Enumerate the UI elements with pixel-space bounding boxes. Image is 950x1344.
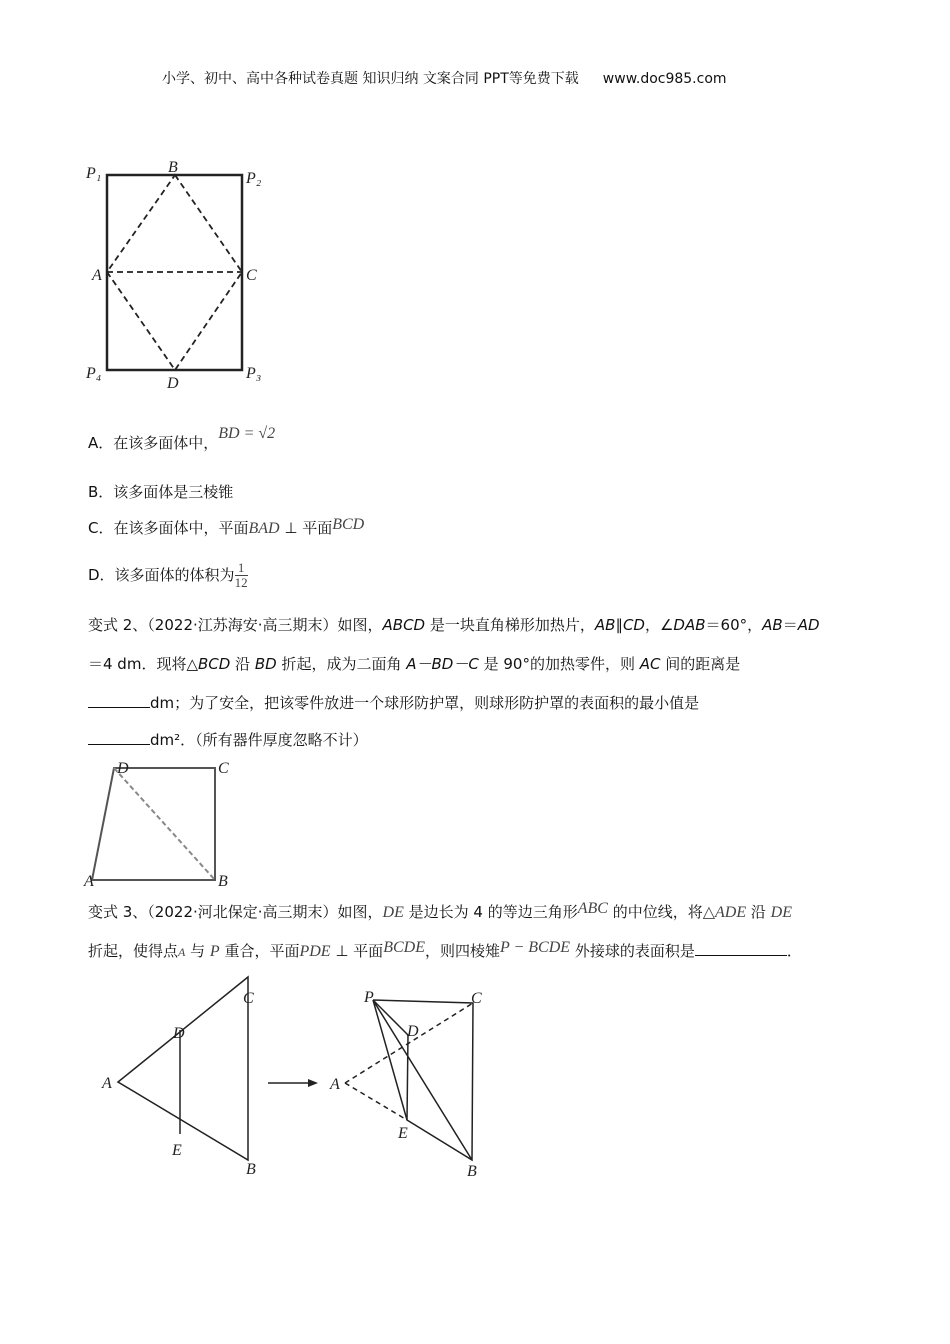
text-fragment: AB	[762, 616, 783, 634]
label-e4: E	[398, 1125, 408, 1142]
label-b3: B	[246, 1161, 256, 1178]
text-fragment: P	[209, 943, 220, 960]
label-b4: B	[467, 1163, 477, 1180]
q2-line2	[88, 654, 740, 674]
figure-triangle-left	[118, 977, 248, 1160]
label-a: A	[92, 267, 102, 284]
label-p1: P₁	[86, 165, 102, 182]
label-d: D	[167, 375, 179, 392]
option-c-text1: C．在该多面体中，平面	[88, 519, 249, 537]
text-fragment: ＝	[782, 616, 798, 634]
option-c	[88, 518, 364, 539]
text-fragment: 是边长为 4 的等边三角形	[403, 903, 578, 921]
text-fragment: DE	[770, 904, 792, 921]
text-fragment: 折起，成为二面角	[276, 655, 407, 673]
label-c2: C	[218, 760, 229, 777]
text-fragment: DE	[382, 904, 404, 921]
text-fragment: AC	[639, 655, 661, 673]
text-fragment: 的中位线，将	[607, 903, 703, 921]
option-c-m1: BAD	[248, 520, 280, 537]
text-fragment: BCD	[197, 655, 231, 673]
option-c-text2: ⊥ 平面	[279, 519, 333, 537]
text-fragment: A－BD－C	[406, 655, 479, 673]
answer-blank-2[interactable]	[88, 730, 150, 745]
denominator: 12	[234, 575, 248, 590]
label-b2: B	[218, 873, 228, 890]
text-fragment: ，则四棱雉	[424, 942, 500, 960]
text-fragment: 变式 2、（2022·江苏海安·高三期末）如图，	[88, 616, 383, 634]
option-c-m2: BCD	[332, 516, 365, 533]
text-fragment: dm²	[150, 731, 181, 749]
figure-trapezoid	[92, 768, 215, 880]
header-slogan: 小学、初中、高中各种试卷真题 知识归纳 文案合同 PPT等免费下载	[162, 71, 579, 87]
text-fragment: 折起，使得点	[88, 942, 179, 960]
arrow-icon	[268, 1079, 318, 1087]
option-d-text: D．该多面体的体积为	[88, 566, 235, 584]
text-fragment: 与	[185, 942, 210, 960]
label-d2: D	[117, 760, 129, 777]
figure-rectangle	[107, 175, 242, 370]
text-fragment: △ADE	[702, 904, 747, 921]
label-p2: P₂	[246, 170, 262, 187]
text-fragment: ＝60°，	[705, 616, 763, 634]
option-b: B．该多面体是三棱锥	[88, 483, 234, 501]
label-a2: A	[84, 873, 94, 890]
label-d3: D	[173, 1025, 185, 1042]
text-fragment: ．	[786, 942, 802, 960]
text-fragment: 沿	[230, 655, 255, 673]
label-a4: A	[330, 1076, 340, 1093]
text-fragment: 是一块直角梯形加热片，	[425, 616, 595, 634]
label-d4: D	[407, 1023, 419, 1040]
text-fragment: A	[178, 945, 186, 959]
text-fragment: P − BCDE	[499, 939, 571, 956]
label-p4r: P	[364, 989, 374, 1006]
text-fragment: ABC	[577, 900, 608, 917]
label-p3: P₃	[246, 365, 262, 382]
label-b: B	[168, 159, 178, 176]
q2-line4	[88, 730, 368, 750]
q2-line3	[88, 693, 699, 713]
text-fragment: 沿	[746, 903, 771, 921]
label-c4: C	[471, 990, 482, 1007]
text-fragment: DAB	[673, 616, 706, 634]
answer-blank-3[interactable]	[695, 941, 787, 956]
text-fragment: ⊥ 平面	[330, 942, 384, 960]
q2-line1	[88, 615, 820, 635]
text-fragment: 外接球的表面积是	[570, 942, 695, 960]
answer-blank-1[interactable]	[88, 693, 150, 708]
q3-line2	[88, 941, 802, 962]
option-a	[88, 425, 276, 454]
text-fragment: 是 90°的加热零件，则	[478, 655, 640, 673]
text-fragment: AD	[797, 616, 820, 634]
option-a-math: BD = √2	[218, 425, 276, 442]
text-fragment: ．（所有器件厚度忽略不计）	[180, 731, 368, 749]
label-a3: A	[102, 1075, 112, 1092]
text-fragment: PDE	[299, 943, 331, 960]
fraction	[235, 561, 248, 590]
numerator: 1	[235, 561, 248, 576]
label-p4: P₄	[86, 365, 102, 382]
label-c: C	[246, 267, 257, 284]
text-fragment: 变式 3、（2022·河北保定·高三期末）如图，	[88, 903, 383, 921]
text-fragment: 重合，平面	[219, 942, 300, 960]
option-a-text: A．在该多面体中，	[88, 434, 219, 452]
text-fragment: ABCD	[382, 616, 426, 634]
text-fragment: AB∥CD	[594, 616, 645, 634]
text-fragment: ＝4 dm．现将△	[88, 655, 198, 673]
text-fragment: dm；为了安全，把该零件放进一个球形防护罩，则球形防护罩的表面积的最小值是	[150, 694, 700, 712]
label-c3: C	[243, 990, 254, 1007]
label-e3: E	[172, 1142, 182, 1159]
q3-line1	[88, 902, 792, 923]
text-fragment: BCDE	[383, 939, 425, 956]
text-fragment: ，∠	[644, 616, 674, 634]
header-site: www.doc985.com	[602, 71, 727, 87]
text-fragment: BD	[254, 655, 277, 673]
option-d	[88, 560, 248, 590]
text-fragment: 间的距离是	[660, 655, 741, 673]
